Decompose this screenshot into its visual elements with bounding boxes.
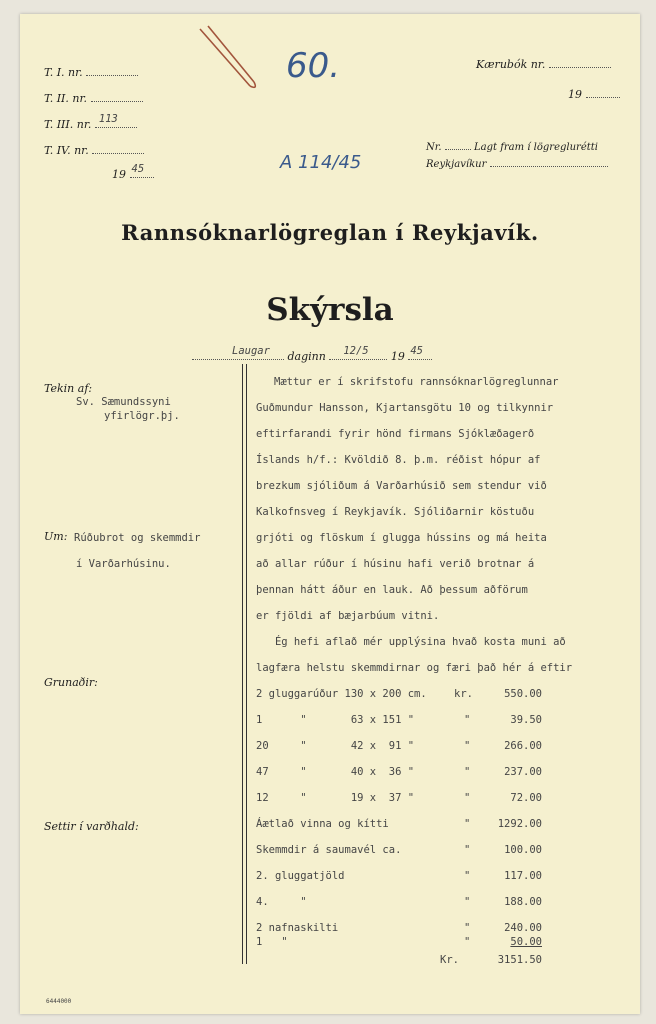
um-label: Um: <box>44 530 68 543</box>
cost-cur: " <box>464 740 471 752</box>
cost-amount: 237.00 <box>504 766 542 778</box>
cost-desc: Skemmdir á saumavél ca. <box>256 844 402 856</box>
cost-amount: 240.00 <box>504 922 542 934</box>
body-line: Kalkofnsveg í Reykjavík. Sjóliðarnir köstuðu <box>256 506 535 518</box>
t3-value: 113 <box>98 113 118 125</box>
year-left: 19 45 <box>112 166 154 181</box>
footer-code: 6444000 <box>46 998 72 1005</box>
date-value: 12/5 <box>343 345 369 357</box>
kaerubok-label: Kærubók nr. <box>476 56 611 71</box>
cost-cur: " <box>464 896 471 908</box>
body-line: brezkum sjóliðum á Varðarhúsið sem stendur við <box>256 480 547 492</box>
body-line: Ég hefi aflað mér upplýsina hvað kosta muni að <box>256 636 566 648</box>
cost-desc: Áætlað vinna og kítti <box>256 818 389 830</box>
cost-amount: 117.00 <box>504 870 542 882</box>
um-value-1: Rúðubrot og skemmdir <box>74 532 201 544</box>
cost-amount: 550.00 <box>504 688 542 700</box>
doc-title: Skýrsla <box>266 292 394 328</box>
cost-cur: " <box>464 714 471 726</box>
body-line: Mættur er í skrifstofu rannsóknarlögreglunnar <box>274 376 559 388</box>
cost-desc: 12 " 19 x 37 " <box>256 792 415 804</box>
cost-amount: 188.00 <box>504 896 542 908</box>
cost-desc: 47 " 40 x 36 " <box>256 766 415 778</box>
cost-cur: " <box>464 766 471 778</box>
cost-desc: 20 " 42 x 91 " <box>256 740 415 752</box>
cost-cur: " <box>464 936 471 948</box>
cost-cur: " <box>464 818 471 830</box>
settir-label: Settir í varðhald: <box>44 820 139 833</box>
cost-cur: " <box>464 792 471 804</box>
cost-amount: 100.00 <box>504 844 542 856</box>
total-amount: 3151.50 <box>497 954 542 966</box>
body-line: Íslands h/f.: Kvöldið 8. þ.m. réðist hópur af <box>256 454 541 466</box>
column-divider-left <box>242 364 243 964</box>
t1-label: T. I. nr. <box>44 64 138 79</box>
body-line: er fjöldi af bæjarbúum vitni. <box>256 610 440 622</box>
handwritten-case-ref: A 114/45 <box>280 152 362 173</box>
tekin-value-2: yfirlögr.þj. <box>104 410 180 422</box>
t3-label: T. III. nr. 113 <box>44 116 137 131</box>
cost-amount: 1292.00 <box>497 818 542 830</box>
year-right: 19 <box>568 86 620 101</box>
cost-amount: 72.00 <box>510 792 542 804</box>
org-title: Rannsóknarlögreglan í Reykjavík. <box>121 220 539 245</box>
t4-label: T. IV. nr. <box>44 142 144 157</box>
cost-desc: 2 gluggarúður 130 x 200 cm. <box>256 688 427 700</box>
cost-desc: 4. " <box>256 896 307 908</box>
grunadir-label: Grunaðir: <box>44 676 98 689</box>
body-line: lagfæra helstu skemmdirnar og færi það hér á eftir <box>256 662 573 674</box>
body-line: Guðmundur Hansson, Kjartansgötu 10 og tilkynnir <box>256 402 554 414</box>
total-cur: Kr. <box>440 954 459 966</box>
tekin-label: Tekin af: <box>44 382 93 395</box>
cost-desc: 2. gluggatjöld <box>256 870 345 882</box>
t2-label: T. II. nr. <box>44 90 143 105</box>
body-line: þennan hátt áður en lauk. Að þessum aðförum <box>256 584 528 596</box>
reykjavikur-label: Reykjavíkur <box>426 155 608 170</box>
cost-cur: " <box>464 844 471 856</box>
handwritten-page-number: 60. <box>286 46 341 86</box>
body-line: eftirfarandi fyrir hönd firmans Sjóklæðagerð <box>256 428 535 440</box>
cost-desc: 2 nafnaskilti <box>256 922 339 934</box>
cost-desc: 1 " 63 x 151 " <box>256 714 415 726</box>
cost-cur: " <box>464 922 471 934</box>
paperclip-mark <box>190 24 260 94</box>
nr-label: Nr. Lagt fram í lögreglurétti <box>426 138 598 153</box>
date-line: Laugar daginn 12/5 19 45 <box>192 348 432 363</box>
body-line: grjóti og flöskum í glugga hússins og má heita <box>256 532 547 544</box>
cost-amount: 266.00 <box>504 740 542 752</box>
cost-amount: 39.50 <box>510 714 542 726</box>
body-line: að allar rúður í húsinu hafi verið brotnar á <box>256 558 535 570</box>
cost-amount: 50.00 <box>510 936 542 948</box>
tekin-value-1: Sv. Sæmundssyni <box>76 396 171 408</box>
date-place: Laugar <box>232 345 270 357</box>
cost-cur: kr. <box>454 688 473 700</box>
cost-cur: " <box>464 870 471 882</box>
column-divider-right <box>246 364 247 964</box>
um-value-2: í Varðarhúsinu. <box>76 558 171 570</box>
cost-desc: 1 " <box>256 936 288 948</box>
report-page <box>20 14 640 1014</box>
